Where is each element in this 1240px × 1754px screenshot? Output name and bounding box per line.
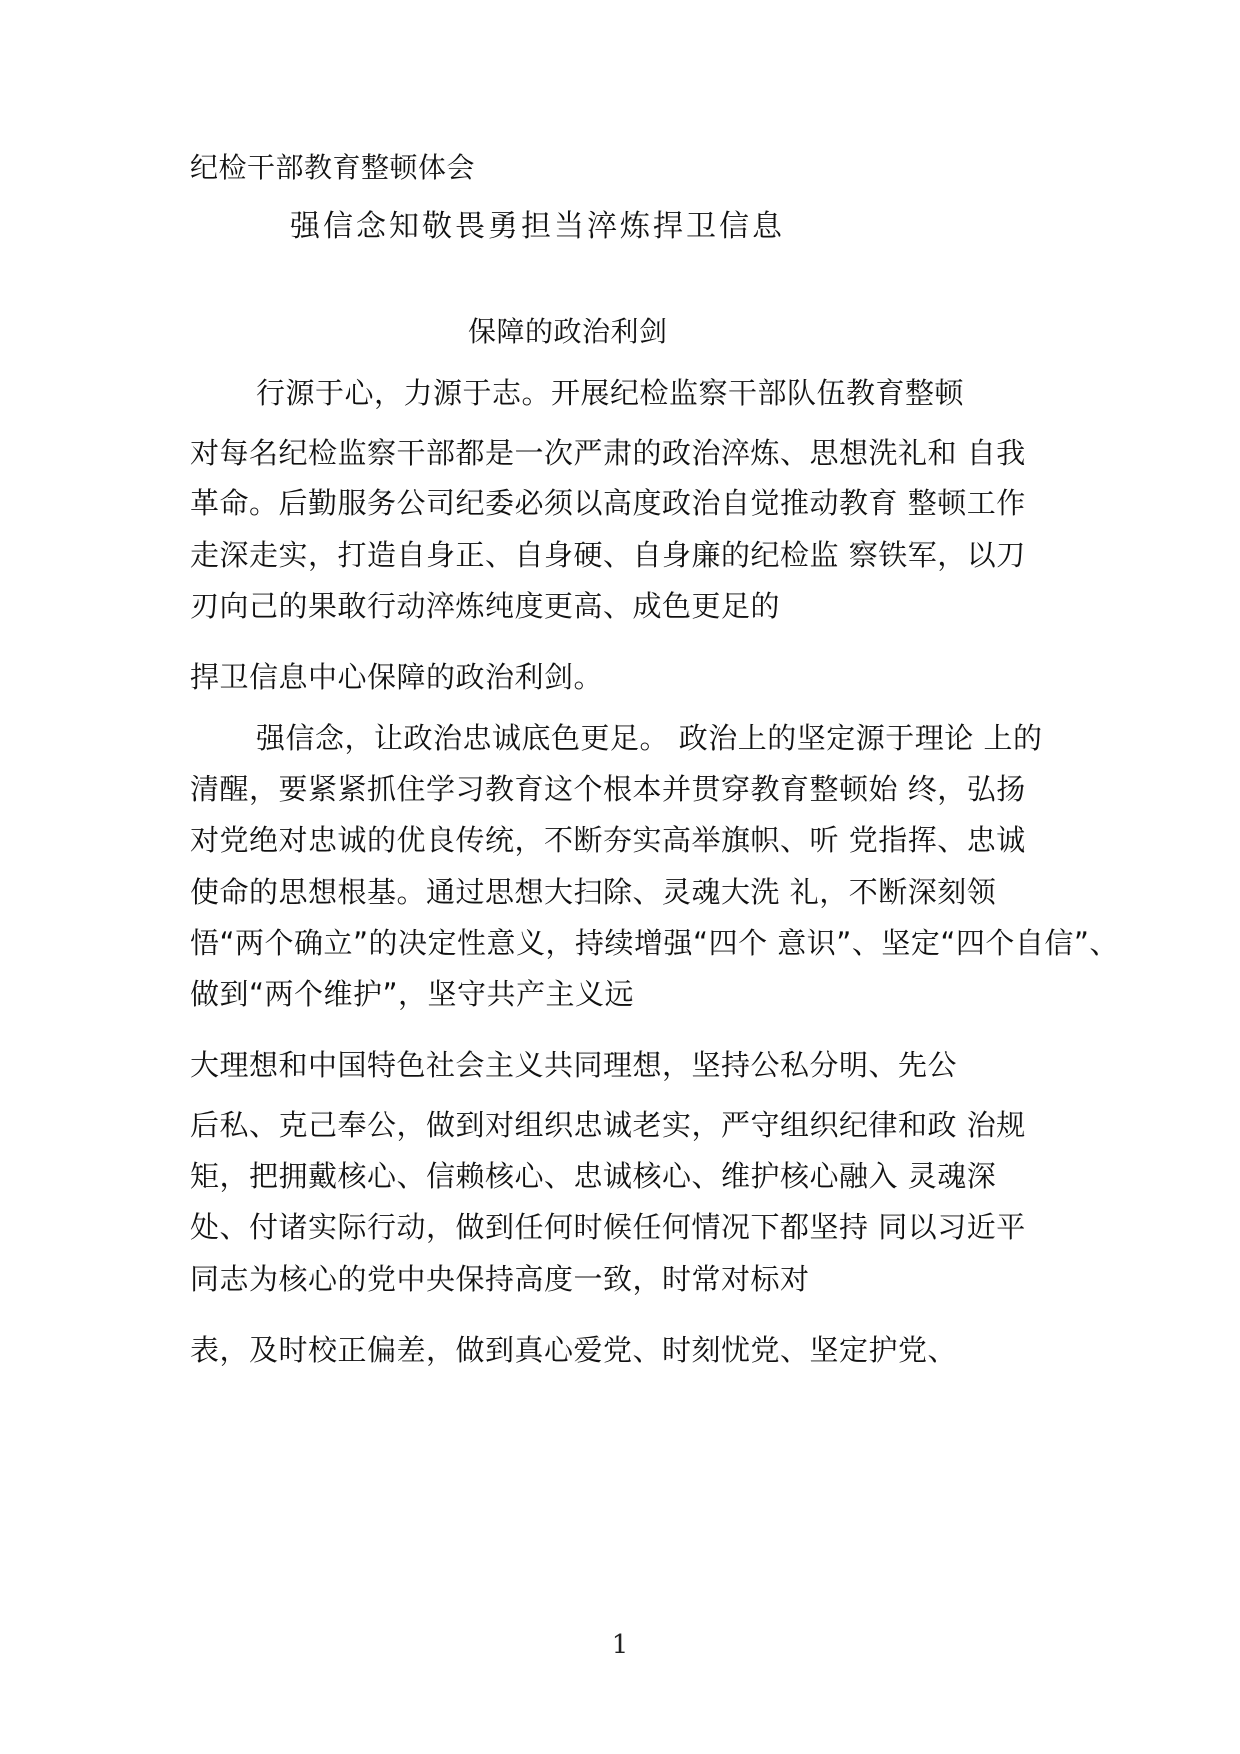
body-line: 革命。后勤服务公司纪委必须以高度政治自觉推动教育 整顿工作: [190, 486, 1026, 520]
body-line: 对每名纪检监察干部都是一次严肃的政治淬炼、思想洗礼和 自我: [190, 436, 1026, 470]
body-line: 处、付诸实际行动，做到任何时候任何情况下都坚持 同以习近平: [190, 1210, 1026, 1244]
title-line-2: 保障的政治利剑: [468, 315, 668, 348]
body-line: 表，及时校正偏差，做到真心爱党、时刻忧党、坚定护党、: [190, 1333, 958, 1367]
document-label: 纪检干部教育整顿体会: [190, 151, 476, 184]
body-line: 行源于心，力源于志。开展纪检监察干部队伍教育整顿: [256, 376, 965, 410]
body-line: 捍卫信息中心保障的政治利剑。: [190, 660, 604, 694]
body-line: 刃向己的果敢行动淬炼纯度更高、成色更足的: [190, 589, 781, 623]
body-line: 清醒，要紧紧抓住学习教育这个根本并贯穿教育整顿始 终，弘扬: [190, 772, 1026, 806]
body-line: 大理想和中国特色社会主义共同理想，坚持公私分明、先公: [190, 1048, 958, 1082]
body-line: 强信念，让政治忠诚底色更足。 政治上的坚定源于理论 上的: [256, 721, 1043, 755]
body-line: 做到“两个维护”，坚守共产主义远: [190, 977, 635, 1011]
body-line: 矩，把拥戴核心、信赖核心、忠诚核心、维护核心融入 灵魂深: [190, 1159, 997, 1193]
body-line: 悟“两个确立”的决定性意义，持续增强“四个 意识”、坚定“四个自信”、: [190, 926, 1119, 960]
body-line: 使命的思想根基。通过思想大扫除、灵魂大洗 礼，不断深刻领: [190, 875, 997, 909]
page-number: 1: [611, 1630, 629, 1660]
title-line-1: 强信念知敬畏勇担当淬炼捍卫信息: [290, 209, 785, 244]
body-line: 后私、克己奉公，做到对组织忠诚老实，严守组织纪律和政 治规: [190, 1108, 1026, 1142]
body-line: 同志为核心的党中央保持高度一致，时常对标对: [190, 1262, 810, 1296]
body-line: 对党绝对忠诚的优良传统，不断夯实高举旗帜、听 党指挥、忠诚: [190, 823, 1026, 857]
body-line: 走深走实，打造自身正、自身硬、自身廉的纪检监 察铁军，以刀: [190, 538, 1026, 572]
